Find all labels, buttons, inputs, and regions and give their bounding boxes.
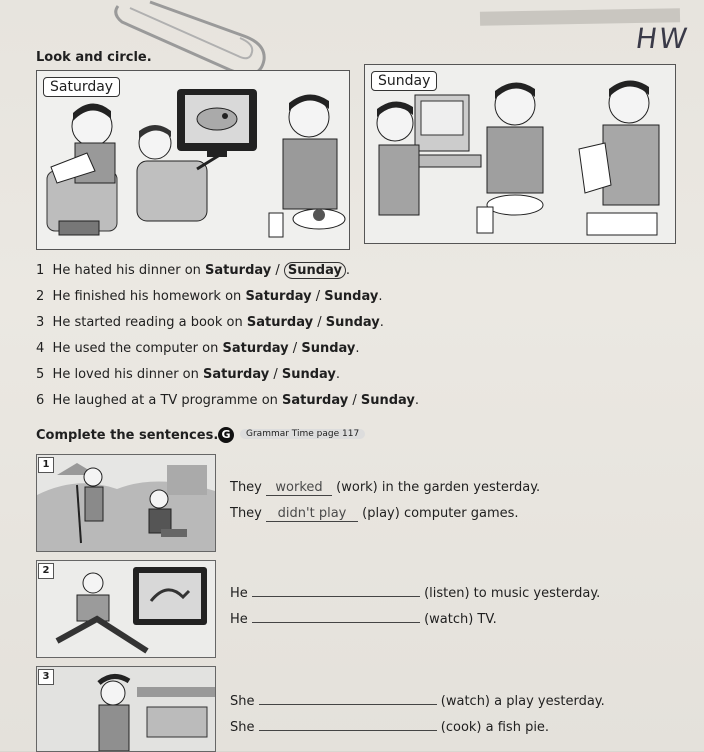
exercise-number: 3: [38, 669, 54, 685]
option-saturday[interactable]: Saturday: [245, 289, 312, 304]
answer-field[interactable]: worked: [266, 480, 332, 496]
paperclip-icon: [110, 0, 270, 80]
sunday-label: Sunday: [371, 71, 437, 91]
question-1: 1 He hated his dinner on Saturday / Sunday .: [36, 263, 351, 278]
garden-illustration: [37, 455, 215, 551]
exercise-3-picture: [36, 666, 216, 752]
exercise-2-line-2: He (watch) TV.: [230, 612, 497, 627]
exercise-3-line-1: She (watch) a play yesterday.: [230, 694, 605, 709]
option-saturday[interactable]: Saturday: [282, 393, 349, 408]
handwritten-hw: HW: [633, 22, 692, 55]
option-saturday[interactable]: Saturday: [222, 341, 289, 356]
option-saturday[interactable]: Saturday: [203, 367, 270, 382]
play-illustration: [37, 667, 215, 751]
question-5: 5 He loved his dinner on Saturday / Sunday.: [36, 367, 341, 382]
tv-watching-illustration: [37, 561, 215, 657]
exercise-3-line-2: She (cook) a fish pie.: [230, 720, 550, 735]
saturday-illustration: [37, 71, 349, 249]
section2-title: Complete the sentences.: [36, 428, 219, 443]
grammar-badge-icon: G: [218, 427, 234, 443]
exercise-1-picture: [36, 454, 216, 552]
grammar-reference: Grammar Time page 117: [240, 429, 365, 439]
question-3: 3 He started reading a book on Saturday / Sunday.: [36, 315, 384, 330]
exercise-2-picture: [36, 560, 216, 658]
exercise-number: 2: [38, 563, 54, 579]
option-sunday[interactable]: Sunday: [301, 341, 356, 356]
saturday-label: Saturday: [43, 77, 120, 97]
option-sunday-circled[interactable]: Sunday: [284, 262, 346, 279]
exercise-1-line-1: They worked (work) in the garden yesterday.: [230, 480, 541, 495]
option-sunday[interactable]: Sunday: [360, 393, 415, 408]
sunday-scene: [364, 64, 676, 244]
answer-field[interactable]: [252, 596, 420, 597]
section1-title: Look and circle.: [36, 50, 152, 65]
answer-field[interactable]: [259, 730, 437, 731]
question-4: 4 He used the computer on Saturday / Sunday.: [36, 341, 360, 356]
saturday-scene: [36, 70, 350, 250]
option-saturday[interactable]: Saturday: [205, 263, 272, 278]
answer-field[interactable]: [259, 704, 437, 705]
answer-field[interactable]: [252, 622, 420, 623]
question-2: 2 He finished his homework on Saturday / Sunday.: [36, 289, 383, 304]
option-saturday[interactable]: Saturday: [246, 315, 314, 330]
question-6: 6 He laughed at a TV programme on Saturday / Sunday.: [36, 393, 420, 408]
sunday-illustration: [365, 65, 675, 243]
exercise-1-line-2: They didn't play (play) computer games.: [230, 506, 519, 521]
answer-field[interactable]: didn't play: [266, 506, 358, 522]
exercise-number: 1: [38, 457, 54, 473]
option-sunday[interactable]: Sunday: [281, 367, 336, 382]
option-sunday[interactable]: Sunday: [325, 315, 380, 330]
option-sunday[interactable]: Sunday: [324, 289, 379, 304]
exercise-2-line-1: He (listen) to music yesterday.: [230, 586, 601, 601]
